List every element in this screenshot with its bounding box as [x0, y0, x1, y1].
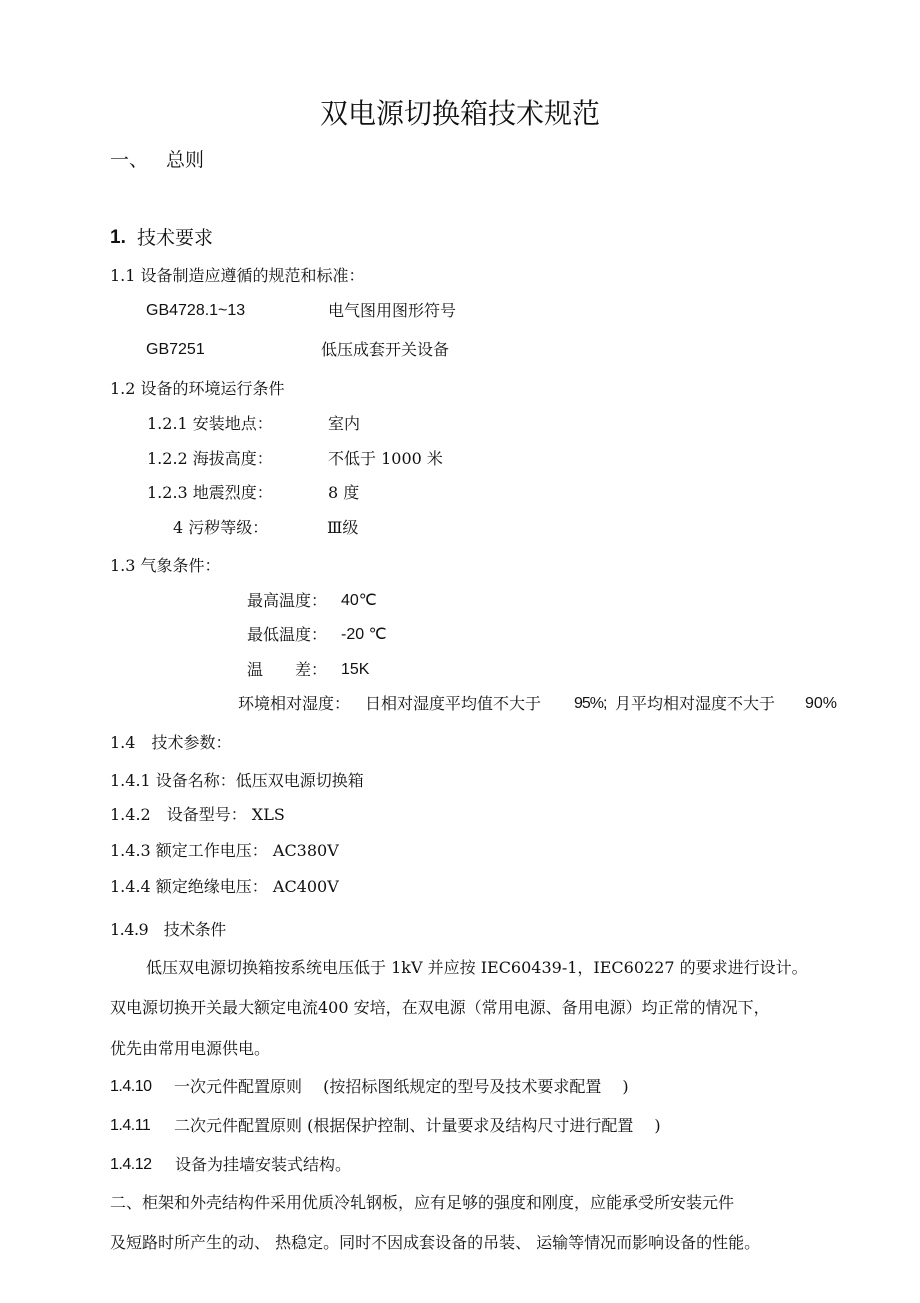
- weather-item-label: 温 差：: [247, 660, 328, 679]
- env-item-label: 4 污秽等级：: [173, 518, 269, 537]
- env-item-value: 8 度: [328, 483, 360, 502]
- env-item-label: 1.2.3 地震烈度：: [147, 483, 273, 502]
- param-item: 1.4.1 设备名称：低压双电源切换箱: [110, 771, 364, 790]
- s1-3-heading: 1.3 气象条件：: [110, 556, 221, 575]
- param-item: 1.4.4 额定绝缘电压： AC400V: [110, 877, 339, 896]
- s1-1-heading: 1.1 设备制造应遵循的规范和标准：: [110, 266, 365, 285]
- tech-conditions-line: 低压双电源切换箱按系统电压低于 1kV 并应按 IEC60439-1，IEC60227 的要求进行设计。: [146, 958, 808, 977]
- tech-requirements-number: 1.: [110, 227, 126, 248]
- section-2-line: 二、柜架和外壳结构件采用优质冷轧钢板，应有足够的强度和刚度，应能承受所安装元件: [110, 1193, 735, 1212]
- standard-desc: 低压成套开关设备: [321, 340, 450, 359]
- weather-item-value: 15K: [341, 661, 370, 678]
- env-item-value: Ⅲ级: [327, 518, 359, 537]
- s1-4-10-text: 一次元件配置原则 (按招标图纸规定的型号及技术要求配置 ): [174, 1077, 629, 1096]
- humidity-month-value: 90%: [805, 695, 838, 712]
- standard-code: GB7251: [146, 341, 205, 358]
- s1-4-12-text: 设备为挂墙安装式结构。: [175, 1155, 352, 1174]
- s1-4-9-heading: 1.4.9 技术条件: [110, 920, 226, 939]
- s1-4-11-text: 二次元件配置原则 (根据保护控制、计量要求及结构尺寸进行配置 ): [174, 1116, 661, 1135]
- s1-4-10-number: 1.4.10: [110, 1078, 152, 1095]
- tech-conditions-line: 优先由常用电源供电。: [110, 1039, 271, 1058]
- param-item: 1.4.2 设备型号： XLS: [110, 805, 285, 824]
- tech-conditions-line: 双电源切换开关最大额定电流400 安培，在双电源（常用电源、备用电源）均正常的情况下，: [110, 998, 770, 1017]
- env-item-label: 1.2.1 安装地点：: [147, 414, 273, 433]
- s1-2-heading: 1.2 设备的环境运行条件: [110, 379, 285, 398]
- standard-code: GB4728.1~13: [146, 302, 246, 319]
- section-1-number: 一、: [110, 149, 149, 171]
- section-2-line: 及短路时所产生的动、 热稳定。同时不因成套设备的吊装、 运输等情况而影响设备的性能。: [110, 1233, 761, 1252]
- humidity-month-text: 月平均相对湿度不大于: [615, 694, 776, 713]
- section-1-label: 总则: [166, 149, 205, 171]
- s1-4-12-number: 1.4.12: [110, 1156, 152, 1173]
- weather-item-value: -20 ℃: [341, 626, 387, 643]
- weather-item-value: 40℃: [341, 592, 377, 609]
- page-title: 双电源切换箱技术规范: [319, 97, 600, 130]
- humidity-day-value: 95%;: [574, 695, 607, 712]
- weather-item-label: 最高温度：: [247, 591, 328, 610]
- env-item-value: 室内: [328, 414, 361, 433]
- s1-4-11-number: 1.4.11: [110, 1117, 151, 1134]
- weather-item-label: 最低温度：: [247, 625, 328, 644]
- env-item-value: 不低于 1000 米: [328, 449, 443, 468]
- param-item: 1.4.3 额定工作电压： AC380V: [110, 841, 339, 860]
- tech-requirements-label: 技术要求: [137, 227, 214, 249]
- standard-desc: 电气图用图形符号: [328, 301, 457, 320]
- env-item-label: 1.2.2 海拔高度：: [147, 449, 273, 468]
- humidity-day-text: 日相对湿度平均值不大于: [365, 694, 542, 713]
- humidity-label: 环境相对湿度：: [238, 694, 351, 713]
- s1-4-heading: 1.4 技术参数：: [110, 733, 232, 752]
